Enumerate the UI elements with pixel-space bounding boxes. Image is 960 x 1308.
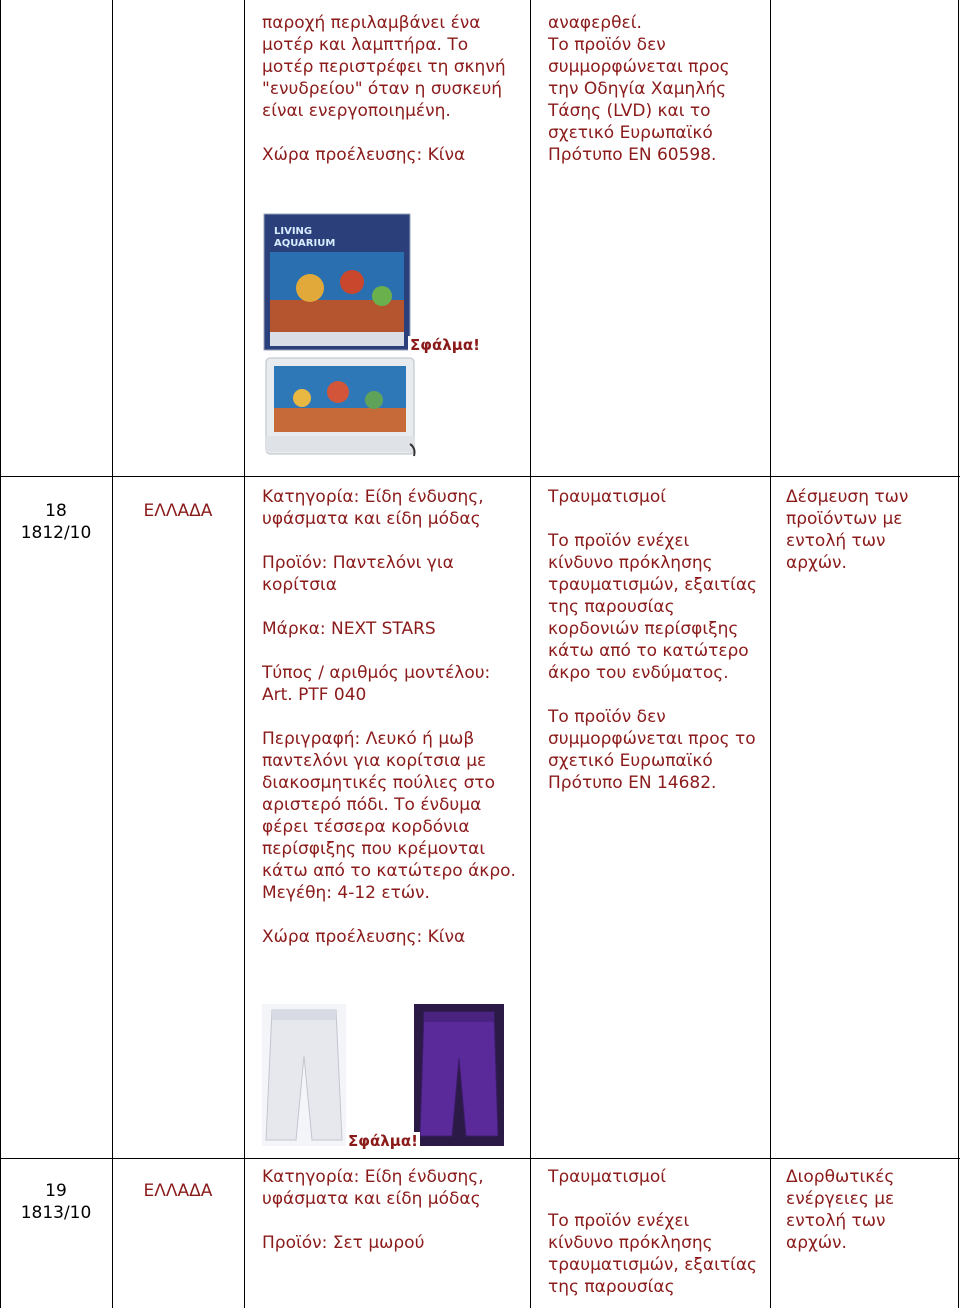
row19-product-details [262,1166,524,1254]
row18-description-line: παντελόνι για κορίτσια με [262,751,487,771]
white-trousers-illustration [262,1004,346,1146]
text-line: Πρότυπο ΕΝ 60598. [548,145,717,165]
row18-product-line: Προϊόν: Παντελόνι για [262,553,454,573]
column-divider-4 [770,0,771,1308]
column-divider-3 [530,0,531,1308]
row19-ref: 1813/10 [20,1203,92,1223]
row18-model-line: Art. PTF 040 [262,685,367,705]
row18-product-line: κορίτσια [262,575,337,595]
row18-measures-line: Δέσμευση των [786,487,909,507]
row18-compliance-line: σχετικό Ευρωπαϊκό [548,751,713,771]
row18-description-line: φέρει τέσσερα κορδόνια [262,817,470,837]
row18-compliance-line: Το προϊόν δεν [548,707,666,727]
text-line: Το προϊόν δεν [548,35,666,55]
row19-measures-line: ενέργειες με [786,1189,895,1209]
text-line: μοτέρ και λαμπτήρα. Το [262,35,469,55]
row19-number: 19 [45,1181,67,1201]
text-line: την Οδηγία Χαμηλής [548,79,727,99]
aquarium-illustration [262,212,422,460]
text-line: παροχή περιλαμβάνει ένα [262,13,481,33]
text-line: "ενυδρείου" όταν η συσκευή [262,79,503,99]
row18-number-cell [0,500,112,544]
row18-risk-line: τραυματισμών, εξαιτίας [548,575,758,595]
row19-measures [786,1166,956,1254]
text-line: Τάσης (LVD) και το [548,101,711,121]
row17-origin: Χώρα προέλευσης: Κίνα [262,145,466,165]
row18-description-line: Μεγέθη: 4-12 ετών. [262,883,430,903]
column-divider-1 [112,0,113,1308]
row18-description-line: Περιγραφή: Λευκό ή μωβ [262,729,475,749]
text-line: σχετικό Ευρωπαϊκό [548,123,713,143]
row-divider-19 [0,1158,960,1159]
table-border-left [0,0,1,1308]
row18-compliance-line: συμμορφώνεται προς το [548,729,756,749]
row18-category-line: υφάσματα και είδη μόδας [262,509,481,529]
purple-trousers-photo [414,1004,504,1146]
row18-ref: 1812/10 [20,523,92,543]
row18-risk [548,486,768,794]
row17-image-error-label: Σφάλμα! [410,336,480,354]
table-border-right [958,0,959,1308]
row18-brand: Μάρκα: NEXT STARS [262,619,436,639]
row18-description-line: διακοσμητικές πούλιες στο [262,773,495,793]
purple-trousers-illustration [414,1004,504,1146]
row19-risk-line: κίνδυνο πρόκλησης [548,1233,713,1253]
text-line: μοτέρ περιστρέφει τη σκηνή [262,57,506,77]
row19-risk [548,1166,768,1298]
row18-description-line: κάτω από το κατώτερο άκρο. [262,861,516,881]
aquarium-product-photo [262,212,422,460]
box-brand-text-2: AQUARIUM [274,238,336,249]
text-line: συμμορφώνεται προς [548,57,730,77]
row18-compliance-line: Πρότυπο ΕΝ 14682. [548,773,717,793]
text-line: αναφερθεί. [548,13,642,33]
row19-category-line: Κατηγορία: Είδη ένδυσης, [262,1167,484,1187]
row17-risk-tail [548,12,768,166]
row19-country: ΕΛΛΑΔΑ [143,1181,213,1201]
row18-risk-line: της παρουσίας [548,597,675,617]
row19-category-line: υφάσματα και είδη μόδας [262,1189,481,1209]
column-divider-2 [244,0,245,1308]
row19-risk-title: Τραυματισμοί [548,1167,666,1187]
row18-risk-line: κορδονιών περίσφιξης [548,619,739,639]
row18-risk-line: κίνδυνο πρόκλησης [548,553,713,573]
row18-risk-line: κάτω από το κατώτερο [548,641,749,661]
row18-measures-line: αρχών. [786,553,847,573]
white-trousers-photo [262,1004,346,1146]
row18-image-error-label: Σφάλμα! [348,1132,418,1150]
row18-measures-line: προϊόντων με [786,509,903,529]
row18-risk-line: άκρο του ενδύματος. [548,663,729,683]
row18-description-line: αριστερό πόδι. Το ένδυμα [262,795,482,815]
row19-risk-line: τραυματισμών, εξαιτίας [548,1255,758,1275]
row18-country: ΕΛΛΑΔΑ [143,501,213,521]
row19-risk-line: της παρουσίας [548,1277,675,1297]
row18-category-line: Κατηγορία: Είδη ένδυσης, [262,487,484,507]
row18-model-line: Τύπος / αριθμός μοντέλου: [262,663,491,683]
row18-measures [786,486,956,574]
row17-description-tail [262,12,524,166]
row18-product-details [262,486,524,948]
row19-measures-line: αρχών. [786,1233,847,1253]
row18-description-line: περίσφιξης που κρέμονται [262,839,486,859]
row18-risk-line: Το προϊόν ενέχει [548,531,690,551]
row-divider-18 [0,476,960,477]
row19-measures-line: Διορθωτικές [786,1167,895,1187]
row19-number-cell [0,1180,112,1224]
row18-origin: Χώρα προέλευσης: Κίνα [262,927,466,947]
row18-risk-title: Τραυματισμοί [548,487,666,507]
box-brand-text-1: LIVING [274,226,313,237]
row19-measures-line: εντολή των [786,1211,886,1231]
row19-risk-line: Το προϊόν ενέχει [548,1211,690,1231]
row18-number: 18 [45,501,67,521]
row18-measures-line: εντολή των [786,531,886,551]
text-line: είναι ενεργοποιημένη. [262,101,451,121]
row19-product: Προϊόν: Σετ μωρού [262,1233,425,1253]
